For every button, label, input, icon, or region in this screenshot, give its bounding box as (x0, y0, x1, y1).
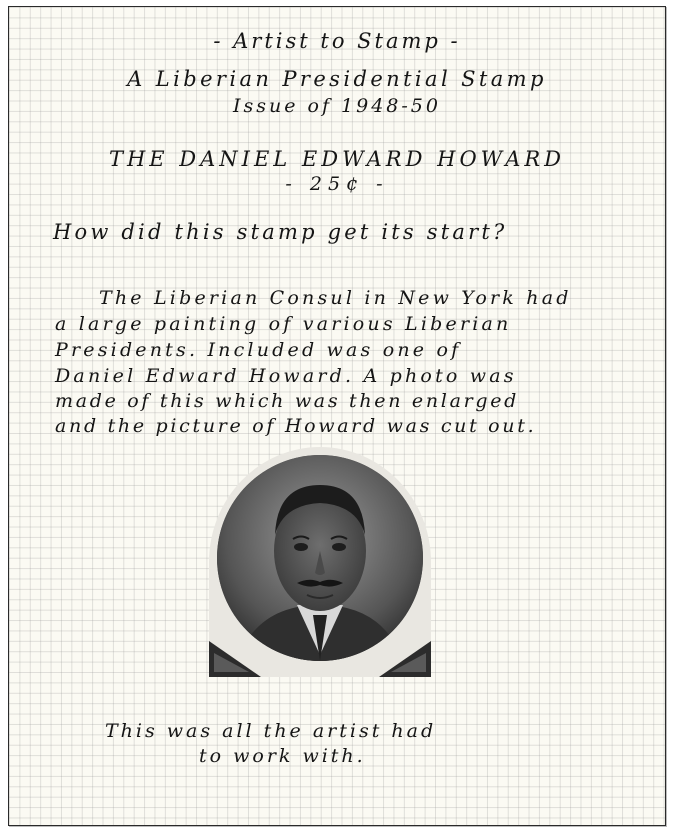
closing-line: This was all the artist had (105, 720, 437, 742)
paragraph-line: made of this which was then enlarged (55, 390, 520, 412)
portrait-photo-icon (217, 455, 423, 661)
album-page (8, 6, 666, 826)
question-heading: How did this stamp get its start? (53, 220, 508, 244)
paragraph-line: a large painting of various Liberian (55, 313, 512, 335)
paragraph-line: Presidents. Included was one of (55, 339, 462, 361)
heading-issue-years: Issue of 1948-50 (233, 95, 441, 117)
paragraph-line: The Liberian Consul in New York had (99, 287, 572, 309)
paragraph-line: and the picture of Howard was cut out. (55, 415, 537, 437)
stamp-name: THE DANIEL EDWARD HOWARD (108, 147, 566, 171)
paragraph-line: Daniel Edward Howard. A photo was (55, 365, 517, 387)
photo-corner-mount-icon (209, 641, 261, 677)
portrait-illustration (217, 455, 423, 661)
mounted-photo (209, 447, 431, 677)
photo-corner-mount-icon (379, 641, 431, 677)
stamp-denomination: - 25¢ - (285, 173, 389, 195)
closing-line: to work with. (199, 745, 366, 767)
heading-artist-to-stamp: - Artist to Stamp - (213, 29, 461, 53)
heading-presidential-stamp: A Liberian Presidential Stamp (127, 67, 547, 91)
